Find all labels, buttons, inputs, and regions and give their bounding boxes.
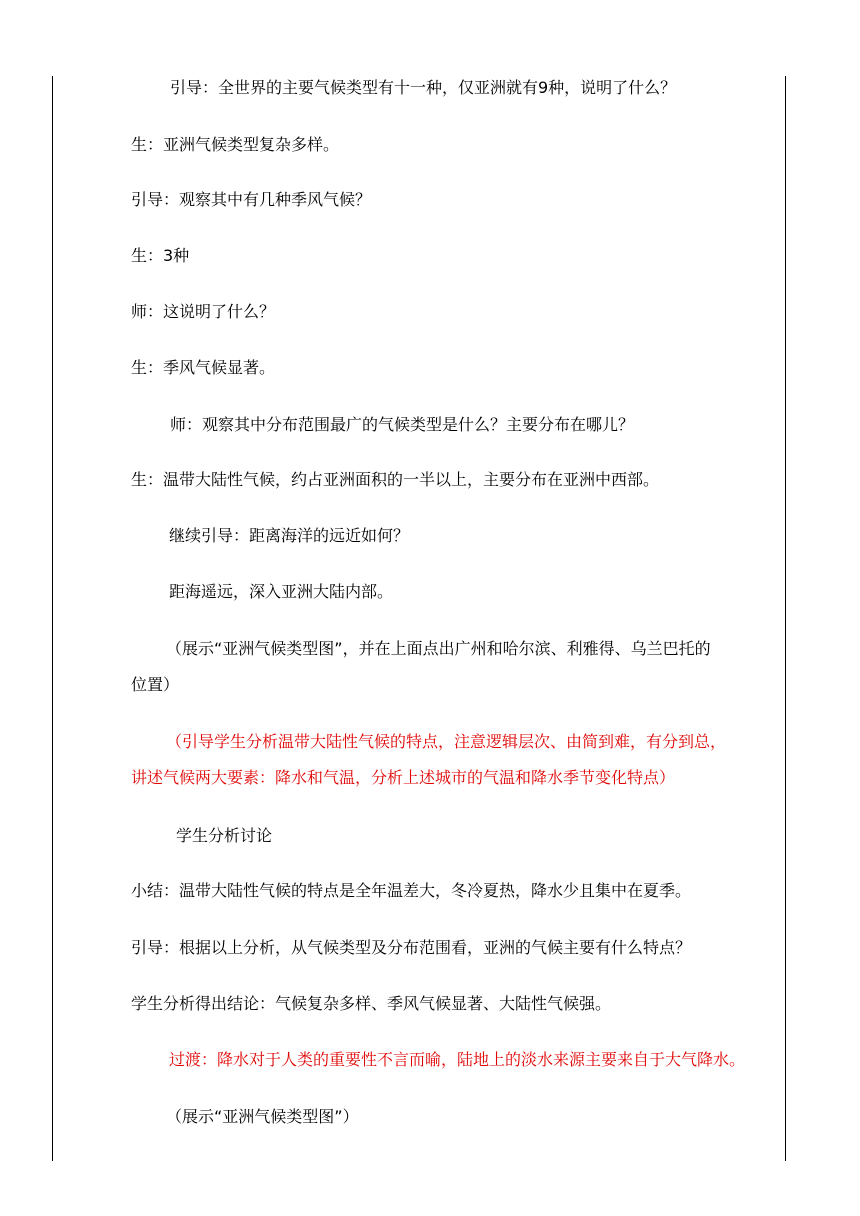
- highlighted-text-line: （引导学生分析温带大陆性气候的特点，注意逻辑层次、由简到难，有分到总，: [166, 732, 727, 751]
- text-line: 引导：根据以上分析，从气候类型及分布范围看，亚洲的气候主要有什么特点？: [131, 938, 692, 957]
- table-border-left: [52, 76, 53, 1161]
- text-line: 继续引导：距离海洋的远近如何？: [169, 526, 410, 545]
- text-line: 生：季风气候显著。: [131, 358, 276, 377]
- text-line: 生：亚洲气候类型复杂多样。: [131, 135, 340, 154]
- text-line: 距海遥远，深入亚洲大陆内部。: [169, 582, 394, 601]
- text-line: 师：观察其中分布范围最广的气候类型是什么？主要分布在哪儿？: [170, 415, 635, 434]
- text-line: 生：温带大陆性气候，约占亚洲面积的一半以上，主要分布在亚洲中西部。: [131, 470, 660, 489]
- text-line: 位置）: [131, 675, 180, 694]
- text-line: 小结：温带大陆性气候的特点是全年温差大，冬冷夏热，降水少且集中在夏季。: [131, 881, 692, 900]
- highlighted-text-line: 讲述气候两大要素：降水和气温，分析上述城市的气温和降水季节变化特点）: [131, 768, 676, 787]
- table-border-right: [785, 76, 786, 1161]
- text-line: 生：3种: [131, 246, 190, 265]
- highlighted-text-line: 过渡：降水对于人类的重要性不言而喻，陆地上的淡水来源主要来自于大气降水。: [169, 1050, 746, 1069]
- text-line: （展示“亚洲气候类型图”，并在上面点出广州和哈尔滨、利雅得、乌兰巴托的: [166, 639, 711, 658]
- text-line: 师：这说明了什么？: [131, 302, 276, 321]
- text-line: 引导：全世界的主要气候类型有十一种，仅亚洲就有9种，说明了什么？: [170, 78, 677, 97]
- text-line: （展示“亚洲气候类型图”）: [166, 1107, 359, 1126]
- text-line: 学生分析讨论: [176, 826, 273, 845]
- text-line: 学生分析得出结论：气候复杂多样、季风气候显著、大陆性气候强。: [131, 994, 612, 1013]
- text-line: 引导：观察其中有几种季风气候？: [131, 190, 372, 209]
